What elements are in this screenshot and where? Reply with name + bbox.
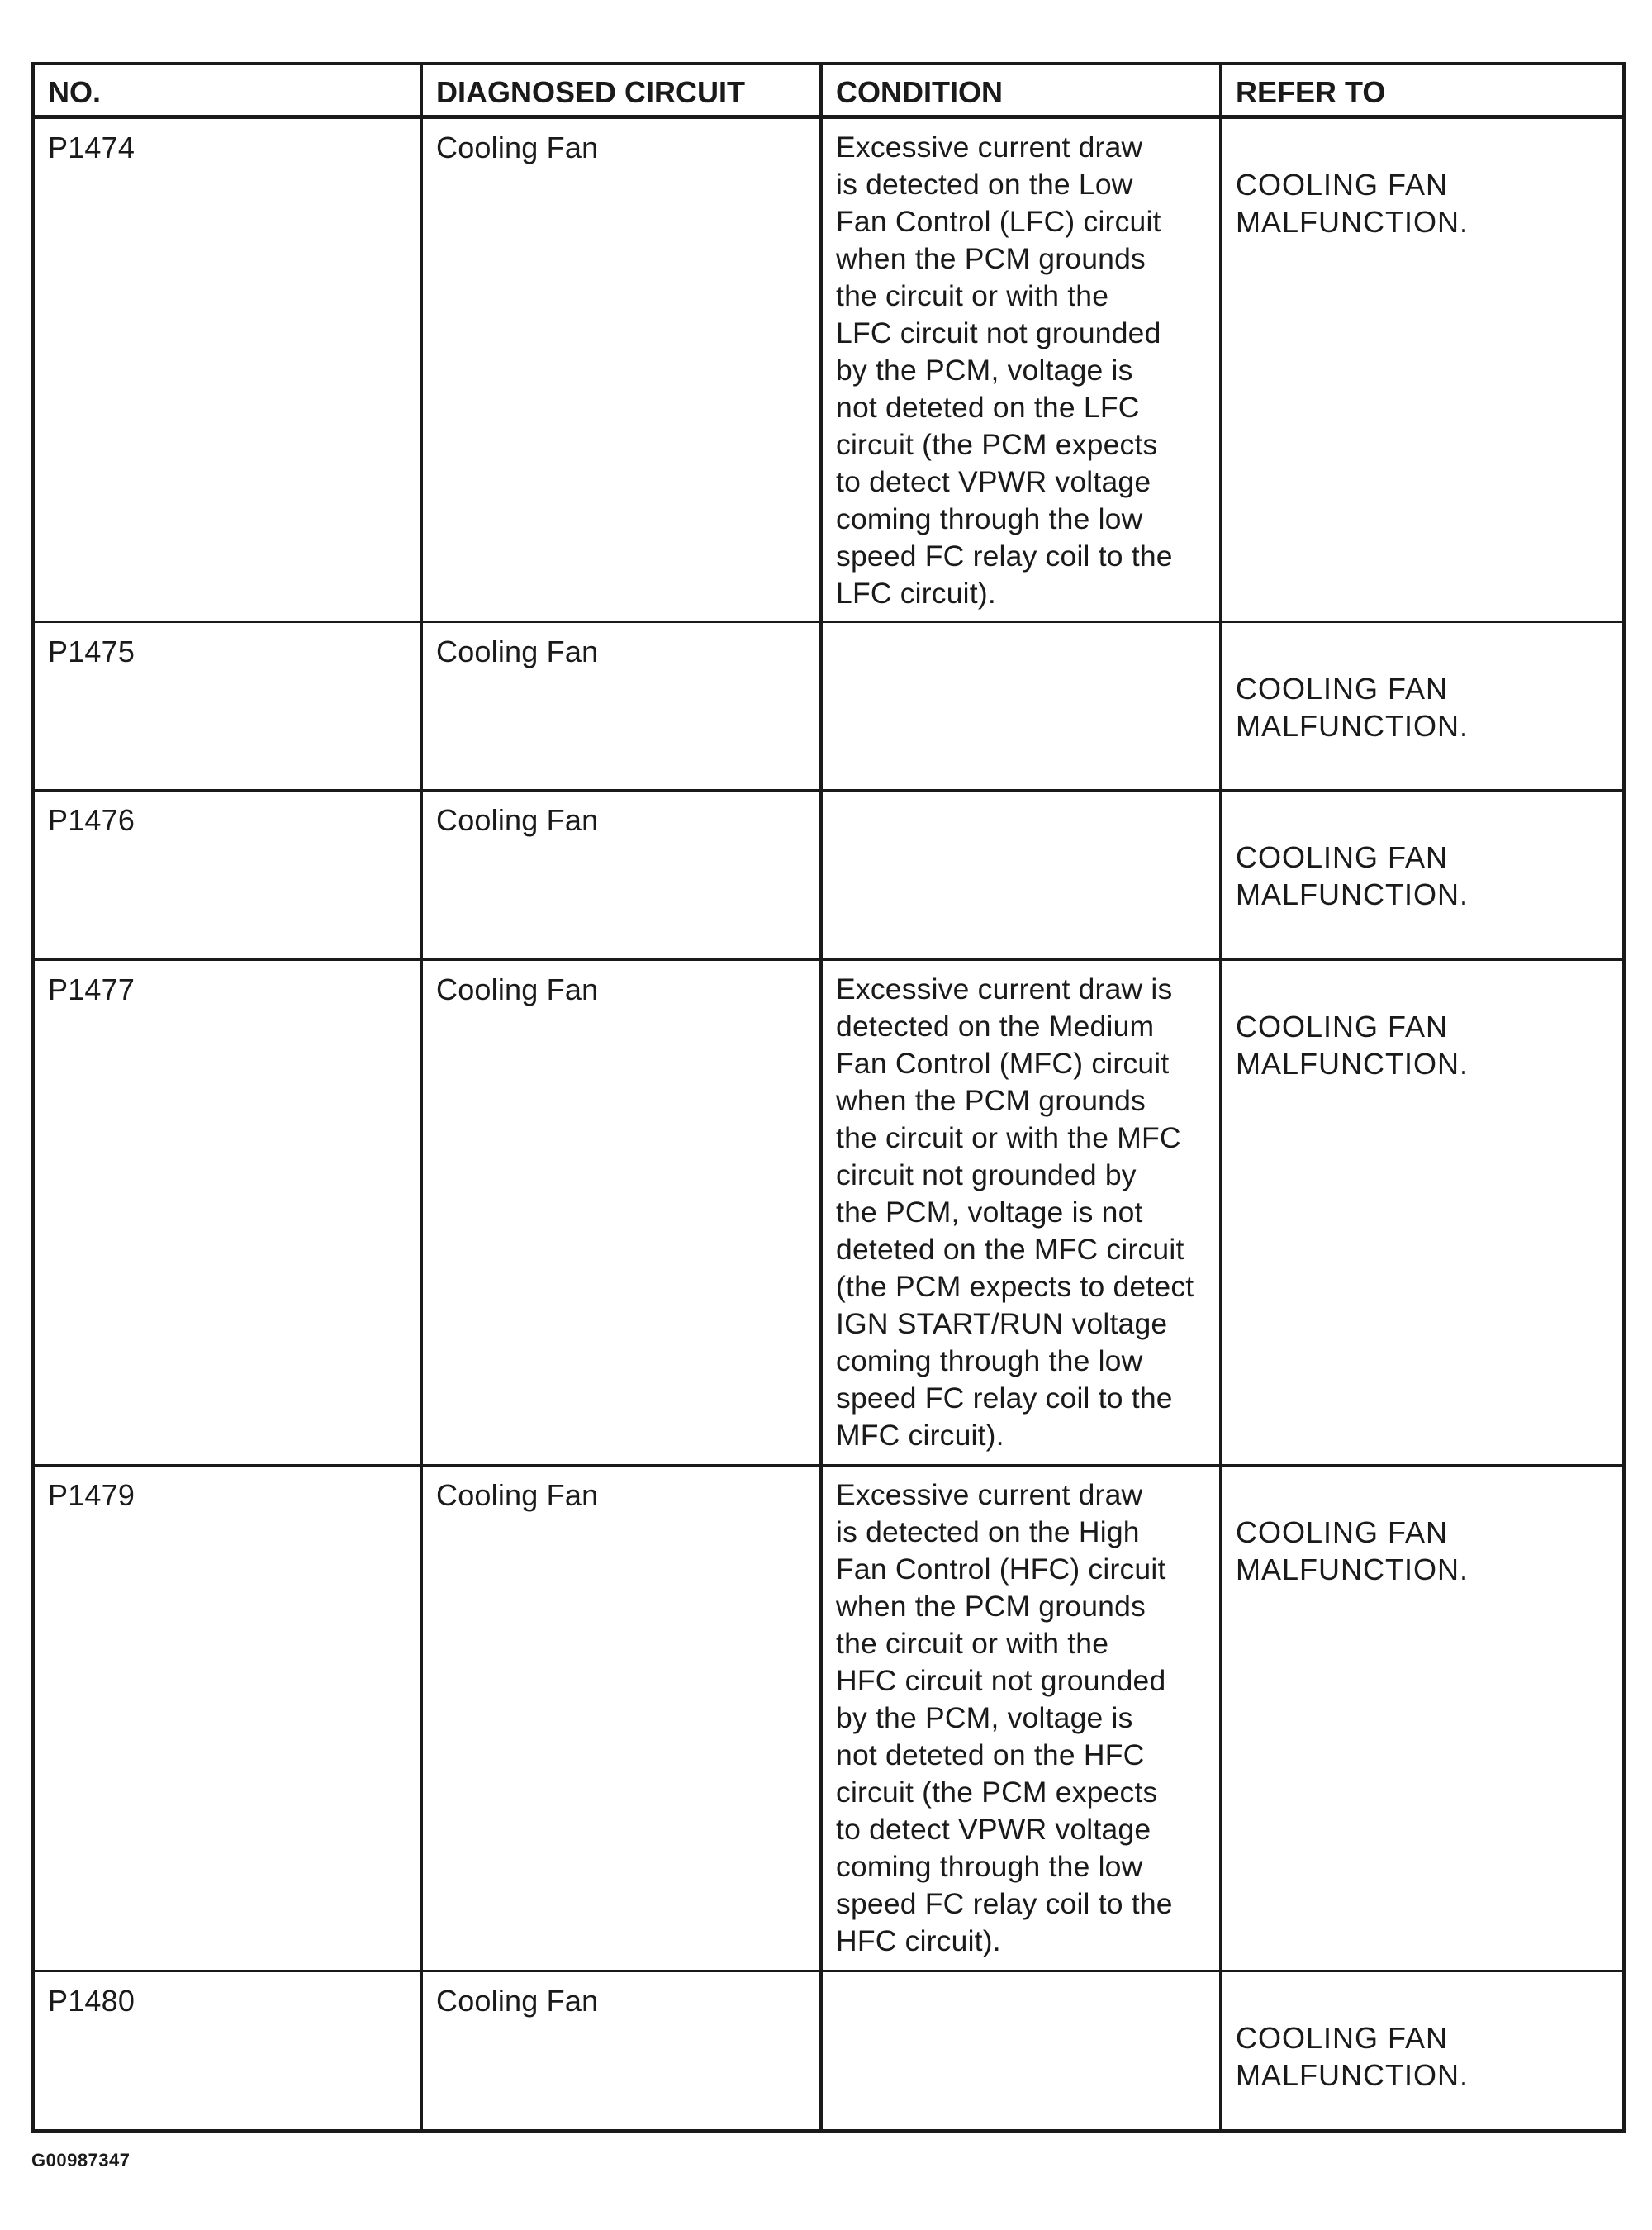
dtc-code: P1479	[33, 1465, 421, 1971]
refer-to-text: COOLING FAN MALFUNCTION.	[1236, 840, 1469, 912]
condition-text: Excessive current draw is detected on the High Fan Control (HFC) circuit when the PCM grounds the circuit or with the HFC circuit not grounded by the PCM, voltage is not deteted on the HFC circuit (the PCM expects to detect VPWR voltage coming through the low speed FC relay coil to the HFC circuit).	[836, 1477, 1173, 1957]
condition-text: Excessive current draw is detected on the Low Fan Control (LFC) circuit when the PCM grounds the circuit or with the LFC circuit not grounded by the PCM, voltage is not deteted on the LFC circuit (the PCM expects to detect VPWR voltage coming through the low speed FC relay coil to the LFC circuit).	[836, 130, 1173, 610]
condition-text: Excessive current draw is detected on the Medium Fan Control (MFC) circuit when the PCM grounds the circuit or with the MFC circuit not grounded by the PCM, voltage is not deteted on the MFC circuit (the PCM expects to detect IGN START/RUN voltage coming through the low speed FC relay coil to the MFC circuit).	[836, 972, 1194, 1452]
condition-cell	[821, 791, 1221, 959]
dtc-code: P1477	[33, 959, 421, 1465]
table-header	[33, 64, 1624, 116]
dtc-code: P1476	[33, 791, 421, 959]
refer-cell	[1221, 959, 1624, 1465]
refer-to-text: COOLING FAN MALFUNCTION.	[1236, 1009, 1469, 1081]
condition-cell	[821, 1465, 1221, 1971]
table-row	[33, 959, 1624, 1465]
dtc-code: P1475	[33, 621, 421, 790]
dtc-table	[31, 62, 1626, 2133]
diagnosed-circuit: Cooling Fan	[421, 1465, 821, 1971]
refer-cell	[1221, 621, 1624, 790]
condition-cell	[821, 621, 1221, 790]
refer-to-text: COOLING FAN MALFUNCTION.	[1236, 2021, 1469, 2093]
dtc-code: P1474	[33, 116, 421, 621]
refer-to-text: COOLING FAN MALFUNCTION.	[1236, 671, 1469, 743]
condition-cell	[821, 959, 1221, 1465]
header-diagnosed-circuit: DIAGNOSED CIRCUIT	[421, 64, 821, 116]
header-no: NO.	[33, 64, 421, 116]
table-row	[33, 1971, 1624, 2131]
header-condition: CONDITION	[821, 64, 1221, 116]
diagnosed-circuit: Cooling Fan	[421, 621, 821, 790]
dtc-code: P1480	[33, 1971, 421, 2131]
table-row	[33, 116, 1624, 621]
table-row	[33, 1465, 1624, 1971]
refer-to-text: COOLING FAN MALFUNCTION.	[1236, 167, 1469, 239]
refer-cell	[1221, 1971, 1624, 2131]
diagnosed-circuit: Cooling Fan	[421, 116, 821, 621]
refer-to-text: COOLING FAN MALFUNCTION.	[1236, 1514, 1469, 1586]
condition-cell	[821, 116, 1221, 621]
diagnosed-circuit: Cooling Fan	[421, 791, 821, 959]
condition-cell	[821, 1971, 1221, 2131]
table-row	[33, 621, 1624, 790]
table-body	[33, 116, 1624, 2131]
diagnosed-circuit: Cooling Fan	[421, 959, 821, 1465]
refer-cell	[1221, 791, 1624, 959]
header-row	[33, 64, 1624, 116]
table-row	[33, 791, 1624, 959]
refer-cell	[1221, 116, 1624, 621]
header-refer-to: REFER TO	[1221, 64, 1624, 116]
figure-id: G00987347	[31, 2150, 131, 2171]
refer-cell	[1221, 1465, 1624, 1971]
diagnosed-circuit: Cooling Fan	[421, 1971, 821, 2131]
